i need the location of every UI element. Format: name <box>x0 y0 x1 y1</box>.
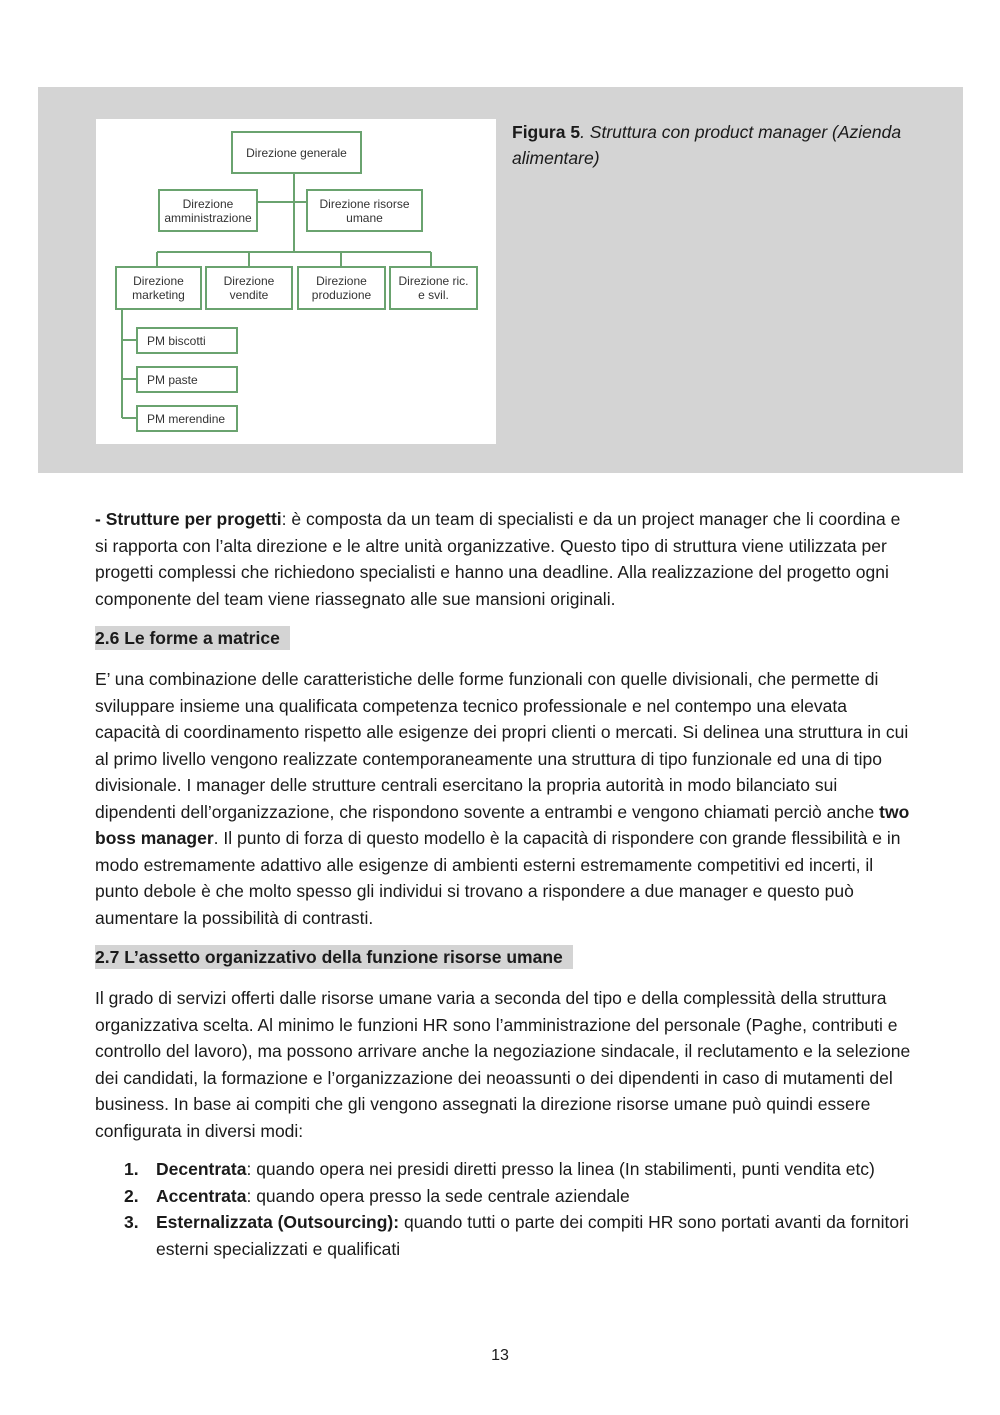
projects-term: - Strutture per progetti <box>95 509 282 529</box>
figure-label: Figura 5 <box>512 122 581 142</box>
list-term: Decentrata <box>156 1159 247 1179</box>
list-number: 1. <box>124 1159 139 1179</box>
hr-configuration-list <box>95 1156 925 1262</box>
list-text: : quando opera nei presidi diretti presso la linea (In stabilimenti, punti vendita etc) <box>246 1159 875 1179</box>
page-number: 13 <box>491 1347 509 1364</box>
matrix-text-before: E’ una combinazione delle caratteristiche delle forme funzionali con quelle divisionali, che permette di sviluppare insieme una qualificata competenza tecnico professionale e nel contempo una elevata capacità di coordinamento rispetto alle esigenze dei propri clienti o mercati. Si delinea una struttura in cui al primo livello vengono realizzate contemporaneamente una struttura di tipo funzionale ed una di tipo divisionale. I manager delle strutture centrali esercitano la propria autorità in modo bilanciato sui dipendenti dell’organizzazione, che rispondono sovente a entrambi e vengono chiamati perciò anche <box>95 669 909 822</box>
list-text: : quando opera presso la sede centrale aziendale <box>246 1185 630 1206</box>
box-pm-merendine: PM merendine <box>136 405 238 432</box>
list-number: 2. <box>124 1185 139 1206</box>
list-item <box>95 1209 925 1262</box>
list-number: 3. <box>124 1212 139 1232</box>
hr-text: Il grado di servizi offerti dalle risorse umane varia a seconda del tipo e della complessità della struttura organizzativa scelta. Al minimo le funzioni HR sono l’amministrazione del personale (Paghe, contributi e controllo del lavoro), ma possono arrivare anche la negoziazione sindacale, il reclutamento e la selezione dei candidati, la formazione e l’organizzazione dei neoassunti o dei dipendenti in caso di mutamenti del business. In base ai compiti che gli vengono assegnati la direzione risorse umane può quindi essere configurata in diversi modi: <box>95 988 911 1141</box>
box-direzione-risorse-umane: Direzione risorse umane <box>306 189 423 232</box>
matrix-text-after: . Il punto di forza di questo modello è la capacità di rispondere con grande flessibilità e in modo estremamente adattivo alle esigenze di ambienti esterni estremamente competitivi ed incerti, il punto debole è che molto spesso gli individui si trovano a rispondere a due manager e questo può aumentare la possibilità di contrasti. <box>95 828 901 928</box>
projects-text: : è composta da un team di specialisti e da un project manager che li coordina e si rapporta con l’alta direzione e le altre unità organizzative. Questo tipo di struttura viene utilizzata per progetti complessi che richiedono specialisti e hanno una deadline. Alla realizzazione del progetto ogni componente del team viene riassegnato alle sue mansioni originali. <box>95 509 901 609</box>
matrix-term: two boss manager <box>95 801 910 848</box>
box-direzione-ric-svil: Direzione ric. e svil. <box>389 266 478 310</box>
box-direzione-generale: Direzione generale <box>231 131 362 174</box>
paragraph-hr <box>95 985 915 1144</box>
box-pm-biscotti: PM biscotti <box>136 327 238 354</box>
box-direzione-produzione: Direzione produzione <box>297 266 386 310</box>
box-direzione-amministrazione: Direzione amministrazione <box>158 189 258 232</box>
paragraph-matrix <box>95 666 915 931</box>
list-item <box>95 1183 925 1210</box>
heading-2-6: 2.6 Le forme a matrice <box>95 626 290 650</box>
box-direzione-marketing: Direzione marketing <box>115 266 202 310</box>
list-text: quando tutti o parte dei compiti HR sono portati avanti da fornitori esterni specializzati e qualificati <box>156 1212 909 1259</box>
list-term: Esternalizzata (Outsourcing): <box>156 1212 400 1232</box>
figure-caption <box>512 119 932 171</box>
org-chart-diagram <box>96 119 496 444</box>
list-term: Accentrata <box>156 1185 247 1206</box>
paragraph-projects <box>95 506 915 612</box>
box-direzione-vendite: Direzione vendite <box>205 266 293 310</box>
figure-caption-text: . Struttura con product manager (Azienda alimentare) <box>512 122 902 168</box>
list-item <box>95 1156 925 1183</box>
heading-2-7: 2.7 L’assetto organizzativo della funzione risorse umane <box>95 945 573 969</box>
box-pm-paste: PM paste <box>136 366 238 393</box>
